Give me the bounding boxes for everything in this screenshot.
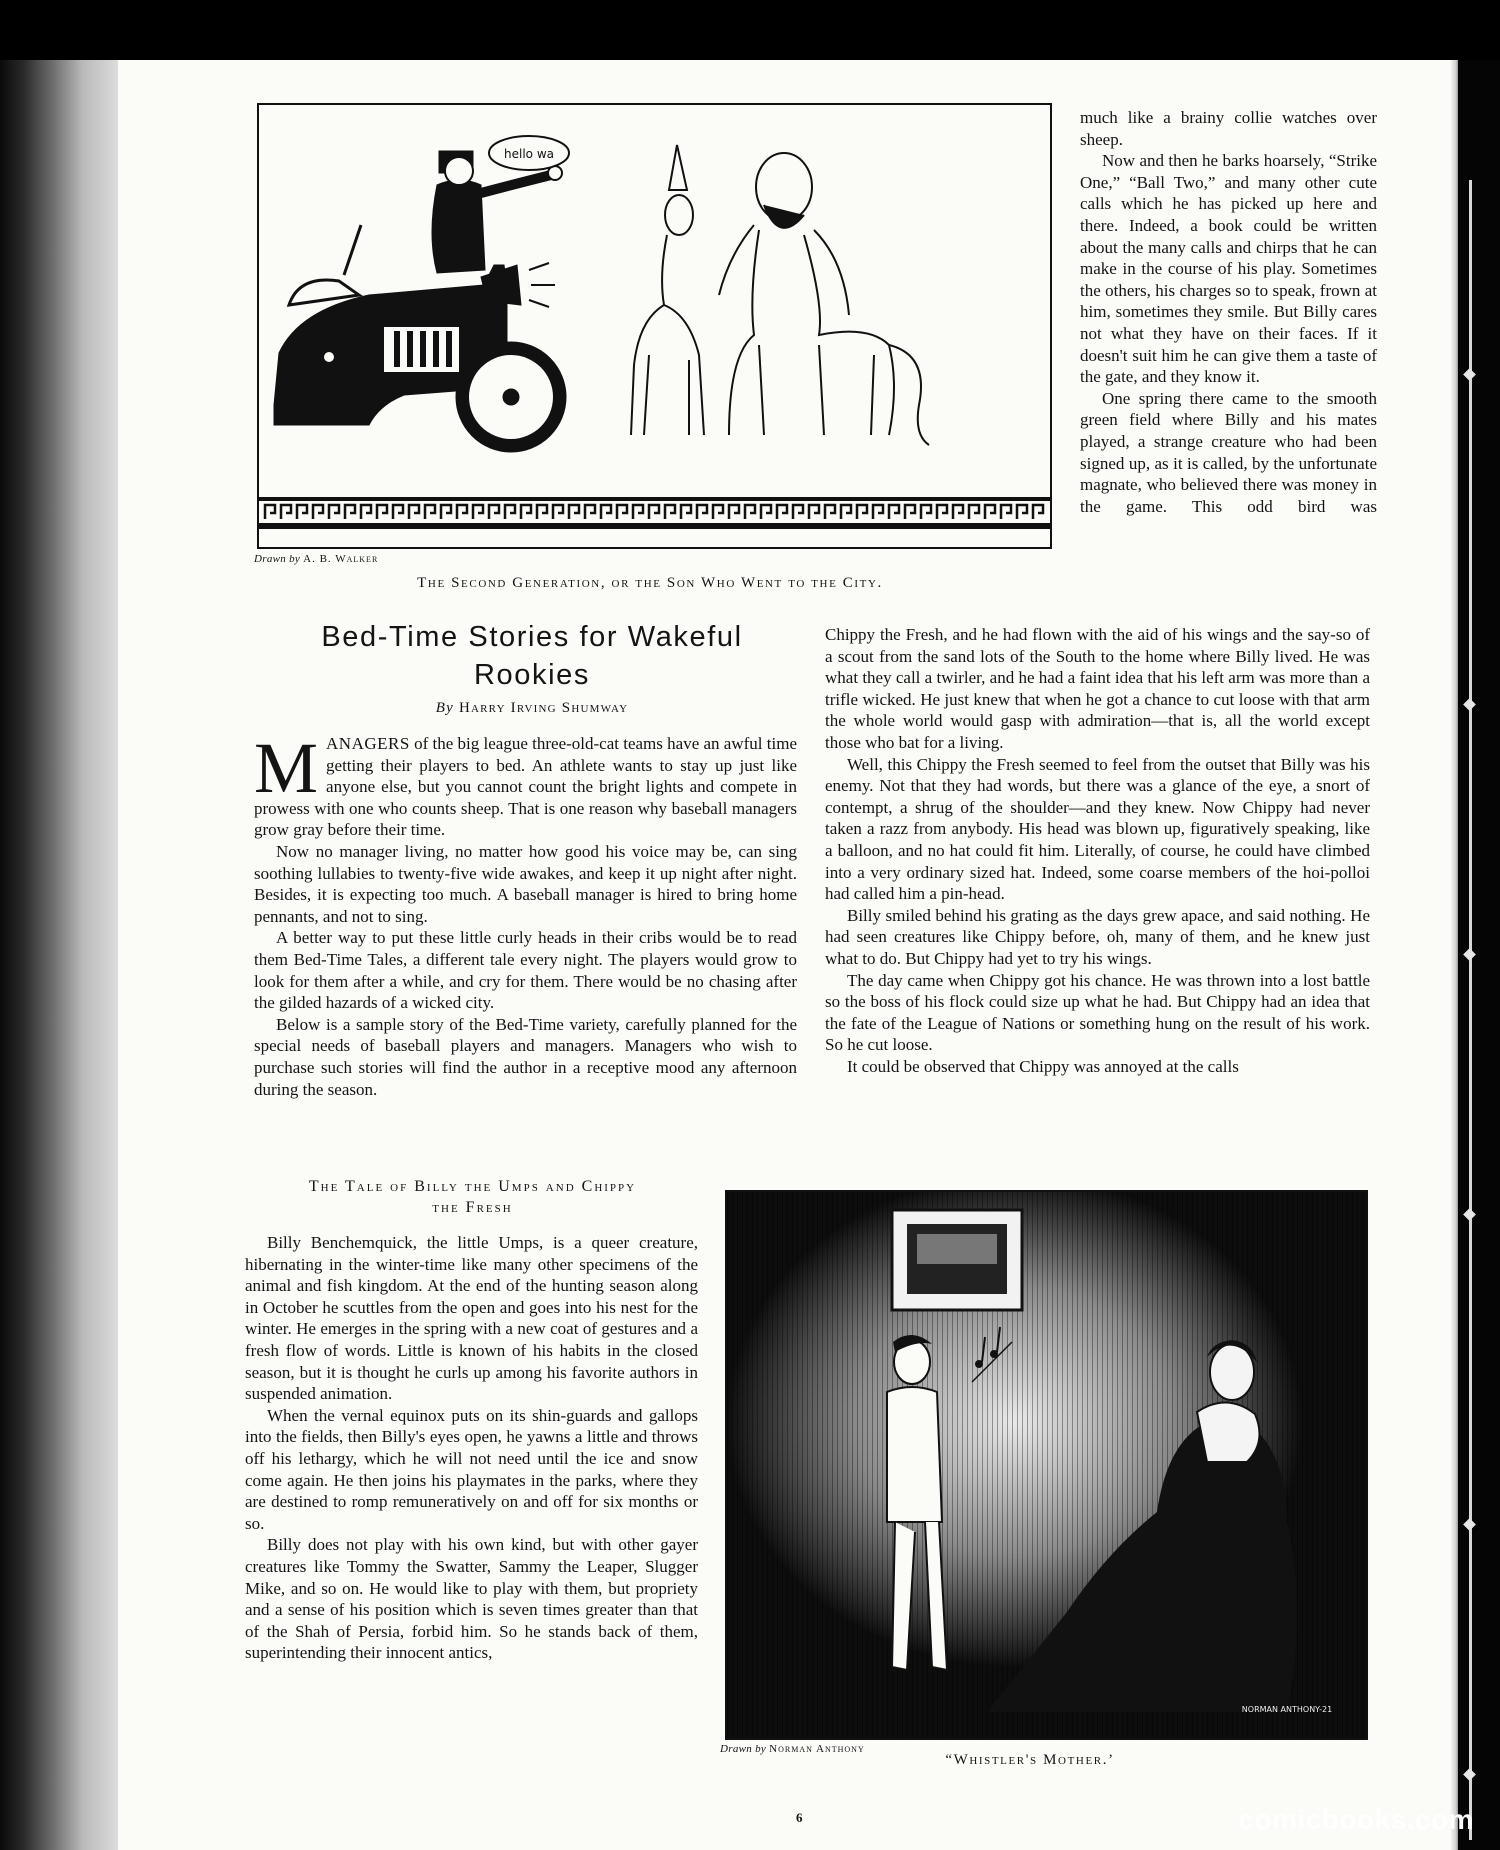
- article-title: [262, 618, 802, 694]
- greek-key-border-unit: [441, 505, 451, 519]
- paragraph: Billy smiled behind his grating as the days grew apace, and said nothing. He had seen creatures like Chippy before, oh, many of them, and he knew just what to do. But Chippy had yet to try his wings.: [825, 905, 1370, 968]
- greek-key-border-unit: [329, 505, 339, 519]
- artist-signature: NORMAN ANTHONY-21: [1241, 1705, 1333, 1714]
- drop-cap: M: [254, 728, 319, 808]
- bottom-illustration-credit: [720, 1743, 865, 1755]
- greek-key-border-unit: [921, 505, 931, 519]
- top-scan-border: [0, 0, 1500, 60]
- greek-key-border-unit: [697, 505, 707, 519]
- greek-key-border-unit: [345, 505, 355, 519]
- paragraph: A better way to put these little curly heads in their cribs would be to read them Bed-Time Tales, a different tale every night. The players would grow to look for them after a while, and cry for them. There would be no chasing after the gilded hazards of a wicked city.: [254, 928, 797, 1013]
- greek-key-border-unit: [937, 505, 947, 519]
- watermark: comicbooks.com: [1238, 1804, 1474, 1835]
- left-binding-edge: [0, 60, 118, 1850]
- greek-key-border-unit: [649, 505, 659, 519]
- greek-key-border-unit: [633, 505, 643, 519]
- greek-key-border-unit: [1001, 505, 1011, 519]
- greek-key-border-unit: [393, 505, 403, 519]
- greek-key-border-unit: [553, 505, 563, 519]
- greek-key-border-unit: [601, 505, 611, 519]
- greek-key-border-unit: [1033, 505, 1043, 519]
- bottom-illustration-caption: “Whistler's Mother.’: [945, 1752, 1115, 1768]
- greek-key-border-unit: [745, 505, 755, 519]
- greek-key-border-unit: [617, 505, 627, 519]
- greek-key-border-unit: [777, 505, 787, 519]
- credit-prefix: Drawn by: [254, 553, 301, 565]
- greek-key-border-unit: [713, 505, 723, 519]
- credit-artist-name: Norman Anthony: [769, 1743, 865, 1755]
- paragraph: When the vernal equinox puts on its shin-guards and gallops into the fields, then Billy's eyes open, he yawns a little and throws off his lethargy, which he will not need until the ice and snow come again. He then joins his playmates in the parks, where they are destined to romp remuneratively on and off for six months or so.: [245, 1405, 698, 1533]
- byline-prefix: By: [435, 700, 454, 716]
- subhead-line-2: the Fresh: [432, 1199, 513, 1216]
- greek-key-border-unit: [377, 505, 387, 519]
- greek-key-border-unit: [1017, 505, 1027, 519]
- paragraph: Chippy the Fresh, and he had flown with the aid of his wings and the say-so of a scout from the sand lots of the South to the home where Billy lived. He was what they call a twirler, and he had a faint idea that his left arm was more than a trifle wicked. He just knew that when he got a chance to cut loose with that arm the whole world would gasp with admiration—that is, all the world except those who bat for a living.: [825, 625, 1370, 752]
- greek-key-border-unit: [585, 505, 595, 519]
- greek-key-border-unit: [409, 505, 419, 519]
- greek-key-border-unit: [969, 505, 979, 519]
- greek-key-border-unit: [857, 505, 867, 519]
- credit-prefix: Drawn by: [720, 1743, 767, 1755]
- cartoon-drawing: [259, 105, 1050, 547]
- greek-key-border-unit: [505, 505, 515, 519]
- greek-key-border-unit: [793, 505, 803, 519]
- greek-key-border-unit: [809, 505, 819, 519]
- greek-key-border-unit: [425, 505, 435, 519]
- greek-key-border-unit: [265, 505, 275, 519]
- title-line-1: Bed-Time Stories for Wakeful: [321, 621, 743, 653]
- greek-key-border-unit: [681, 505, 691, 519]
- greek-key-border-unit: [873, 505, 883, 519]
- greek-key-border-unit: [281, 505, 291, 519]
- greek-key-border-unit: [985, 505, 995, 519]
- subhead-line-1: The Tale of Billy the Umps and Chippy: [308, 1178, 637, 1195]
- greek-key-border-unit: [361, 505, 371, 519]
- paragraph: One spring there came to the smooth green field where Billy and his mates played, a strange creature who had been signed up, as it is called, by the unfortunate magnate, who believed there was money in the game. This odd bird was: [1080, 388, 1377, 516]
- greek-key-border-unit: [825, 505, 835, 519]
- greek-key-border-unit: [841, 505, 851, 519]
- page-number: 6: [796, 1810, 803, 1825]
- right-narrow-column: [1080, 107, 1377, 517]
- greek-key-border-unit: [665, 505, 675, 519]
- illustration-second-generation: [257, 103, 1052, 549]
- greek-key-border-unit: [473, 505, 483, 519]
- paragraph: Now and then he barks hoarsely, “Strike One,” “Ball Two,” and many other cute calls which he has picked up here and there. Indeed, a book could be written about the many calls and chirps that he can make in the course of his play. Sometimes the others, his charges so to speak, frown at him, sometimes they smile. But Billy cares not what they have on their faces. If it doesn't suit him he can give them a taste of the gate, and they know it.: [1080, 151, 1377, 387]
- greek-key-border-unit: [889, 505, 899, 519]
- binding-seam: [1469, 180, 1472, 1840]
- credit-artist-name: A. B. Walker: [303, 553, 379, 565]
- lead-in-caps: ANAGERS: [326, 734, 410, 753]
- paragraph: Below is a sample story of the Bed-Time variety, carefully planned for the special needs of baseball players and managers. Managers who wish to purchase such stories will find the author in a receptive mood any afternoon during the season.: [254, 1014, 797, 1099]
- greek-key-border-unit: [905, 505, 915, 519]
- article-byline: [262, 700, 802, 717]
- greek-key-border-unit: [569, 505, 579, 519]
- greek-key-border-unit: [953, 505, 963, 519]
- left-column-upper: [254, 728, 797, 1100]
- title-line-2: Rookies: [474, 659, 590, 691]
- paragraph: much like a brainy collie watches over sheep.: [1080, 108, 1377, 149]
- greek-key-border-unit: [729, 505, 739, 519]
- greek-key-border-unit: [297, 505, 307, 519]
- right-column-main: [825, 624, 1370, 1077]
- paragraph: Well, this Chippy the Fresh seemed to feel from the outset that Billy was his enemy. Not that they had words, but there was a glance of the eye, a snort of contempt, a shrug of the shoulder—and they knew. Now Chippy had never taken a razz from anybody. His head was blown up, figuratively speaking, like a balloon, and no hat could fit him. Literally, of course, he could have climbed into a very ordinary sized hat. Indeed, some coarse members of the hoi-polloi had called him a pin-head.: [825, 754, 1370, 904]
- top-illustration-credit: [254, 553, 378, 565]
- greek-key-border-unit: [489, 505, 499, 519]
- byline-author: Harry Irving Shumway: [458, 700, 629, 716]
- left-column-lower: [245, 1232, 698, 1664]
- greek-key-border-unit: [761, 505, 771, 519]
- paragraph: It could be observed that Chippy was annoyed at the calls: [847, 1056, 1239, 1076]
- top-illustration-caption: The Second Generation, or the Son Who Went to the City.: [417, 575, 883, 591]
- woodcut-drawing: [727, 1192, 1366, 1738]
- illustration-whistlers-mother: [725, 1190, 1368, 1740]
- paragraph-text: of the big league three-old-cat teams have an awful time getting their players to bed. An athlete wants to stay up just like anyone else, but you cannot count the bright lights and compete in prowess with one who counts sheep. That is one reason why baseball managers grow gray before their time.: [254, 734, 797, 840]
- story-subhead: [240, 1176, 705, 1218]
- greek-key-border-unit: [521, 505, 531, 519]
- greek-key-border-unit: [457, 505, 467, 519]
- speech-bubble-text: hello wa: [504, 147, 554, 161]
- greek-key-border-unit: [537, 505, 547, 519]
- paragraph: Now no manager living, no matter how good his voice may be, can sing soothing lullabies to twenty-five wide awakes, and keep it up night after night. Besides, it is expecting too much. A baseball manager is hired to bring home pennants, and not to sing.: [254, 841, 797, 926]
- paragraph: [254, 728, 797, 841]
- paragraph: The day came when Chippy got his chance. He was thrown into a lost battle so the boss of his flock could size up what he had. But Chippy had an idea that the fate of the League of Nations or something hung on the result of his work. So he cut loose.: [825, 970, 1370, 1055]
- paragraph: Billy does not play with his own kind, but with other gayer creatures like Tommy the Swatter, Sammy the Leaper, Slugger Mike, and so on. He would like to play with them, but propriety and a sense of his position which is seven times greater than that of the Shah of Persia, forbid him. So he stands back of them, superintending their innocent antics,: [245, 1535, 698, 1663]
- paragraph: Billy Benchemquick, the little Umps, is a queer creature, hibernating in the winter-time like many other specimens of the animal and fish kingdom. At the end of the hunting season along in October he scuttles from the open and goes into his nest for the winter. He emerges in the spring with a new coat of gestures and a fresh flow of words. Little is known of his habits in the closed season, but it is thought he curls up among his favorite authors in suspended animation.: [245, 1233, 698, 1404]
- greek-key-border-unit: [313, 505, 323, 519]
